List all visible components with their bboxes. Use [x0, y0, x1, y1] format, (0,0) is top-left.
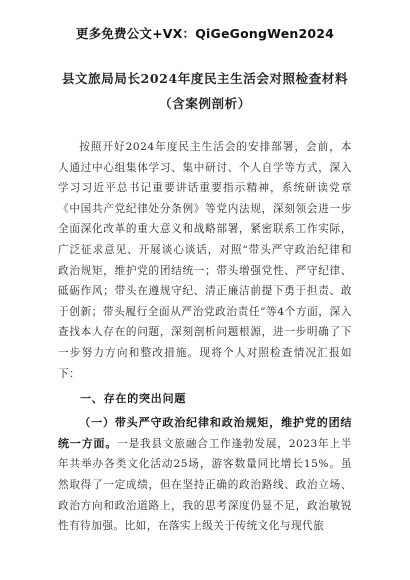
subsection-body-text: 一是我县文旅融合工作逢勃发展，2023年上半年共举办各类文化活动25场，游客数量同比增长15%。虽然取得了一定成绩，但在坚持正确的政治路线、政治立场、政治方向和政治道路上，我的思考深度仍显不足，政治敏锐性有待加强。比如，在落实上级关于传统文化与现代旅 [58, 437, 353, 533]
section-heading-problems: 一、存在的突出问题 [80, 392, 187, 406]
document-title: 县文旅局局长2024年度民主生活会对照检查材料（含案例剖析） [61, 71, 349, 111]
subsection-paragraph [58, 413, 352, 537]
promo-banner-text: 更多免费公文+VX：QiGeGongWen2024 [75, 26, 335, 41]
subsection-heading-political-discipline: （一）带头严守政治纪律和政治规矩，维护党的团结统一方面。 [58, 416, 352, 450]
document-body [58, 137, 352, 537]
intro-paragraph: 按照开好2024年度民主生活会的安排部署，会前，本人通过中心组集体学习、集中研讨、个人自学等方式，深入学习习近平总书记重要讲话重要指示精神，系统研读党章《中国共产党纪律处分条例》等党内法规，深刻领会进一步全面深化改革的重大意义和战略部署，紧密联系工作实际，广泛征求意见、开展谈心谈话，对照“带头严守政治纪律和政治规矩，维护党的团结统一；带头增强党性、严守纪律、砥砺作风；带头在遵规守纪、清正廉洁前提下勇于担责、敢于创新；带头履行全面从严治党政治责任”等4个方面，深入查找本人存在的问题，深刻剖析问题根源，进一步明确了下一步努力方向和整改措施。现将个人对照检查情况汇报如下： [58, 141, 352, 380]
